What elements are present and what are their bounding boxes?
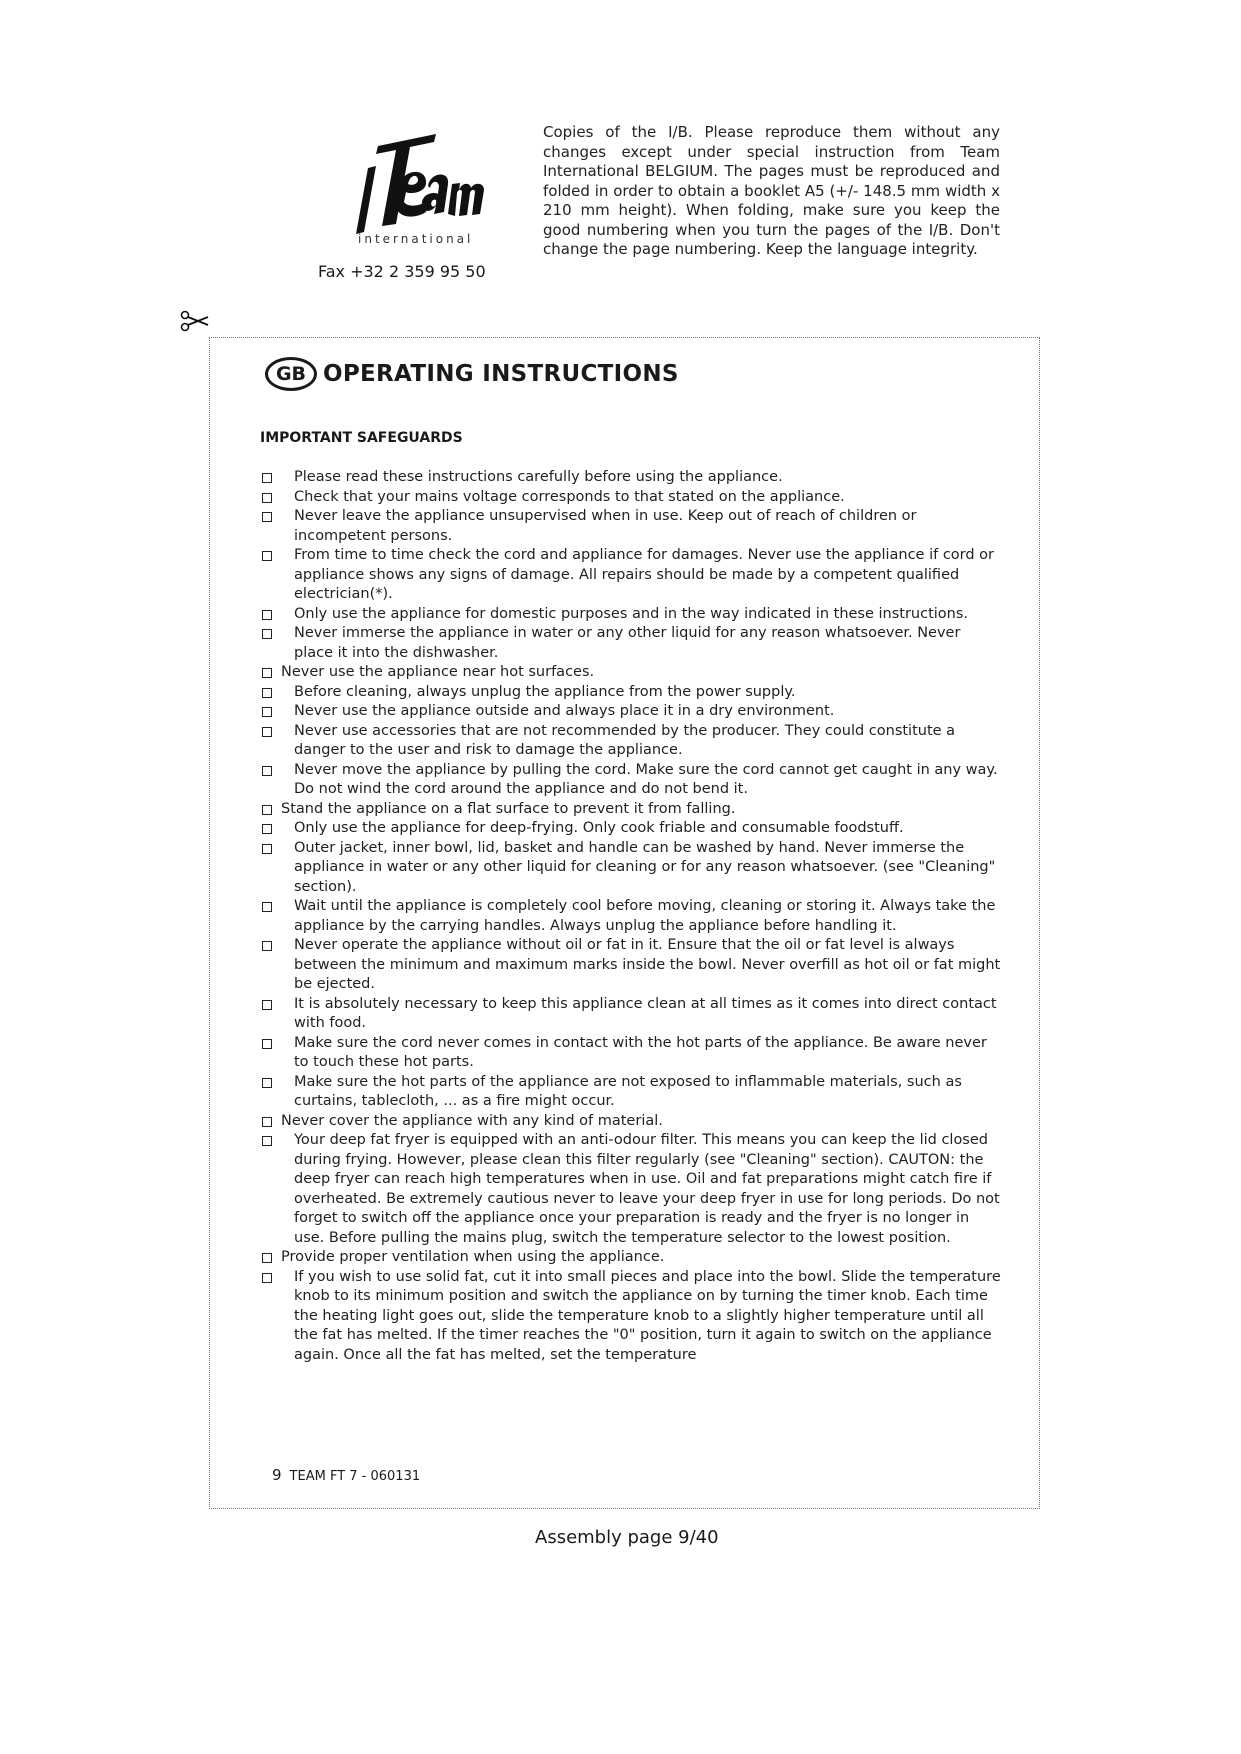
list-item-text: Only use the appliance for deep-frying. Only cook friable and consumable foodstuff. (294, 820, 904, 836)
list-item (262, 897, 1002, 936)
checkbox-icon (262, 707, 272, 717)
checkbox-icon (262, 902, 272, 912)
list-item-text: It is absolutely necessary to keep this appliance clean at all times as it comes into direct contact with food. (294, 995, 997, 1031)
list-item-text: Make sure the cord never comes in contact with the hot parts of the appliance. Be aware never to touch these hot parts. (294, 1034, 987, 1070)
checkbox-icon (262, 844, 272, 854)
list-item (262, 722, 1002, 761)
checkbox-icon (262, 688, 272, 698)
list-item (262, 468, 1002, 488)
copies-instruction-note: Copies of the I/B. Please reproduce them without any changes except under special instruction from Team International BELGIUM. The pages must be reproduced and folded in order to obtain a booklet A5 (+/- 148.5 mm width x 210 mm height). When folding, make sure you keep the good numbering when you turn the pages of the I/B. Don't change the page numbering. Keep the language integrity. (543, 123, 1000, 258)
list-item-text: Never operate the appliance without oil or fat in it. Ensure that the oil or fat level is always between the minimum and maximum marks inside the bowl. Never overfill as hot oil or fat might be ejected. (294, 937, 1001, 992)
list-item-text: Before cleaning, always unplug the appliance from the power supply. (294, 683, 796, 700)
checkbox-icon (262, 1000, 272, 1010)
list-item (262, 624, 1002, 663)
page-number: 9 (272, 1466, 282, 1484)
list-item-text: Never immerse the appliance in water or any other liquid for any reason whatsoever. Never place it into the dishwasher. (294, 625, 961, 661)
list-item-text: Never use accessories that are not recommended by the producer. They could constitute a danger to the user and risk to damage the appliance. (294, 722, 956, 758)
assembly-page-label: Assembly page 9/40 (535, 1527, 719, 1548)
list-item (262, 663, 1002, 683)
page-title: OPERATING INSTRUCTIONS (323, 361, 679, 387)
list-item (262, 819, 1002, 839)
list-item (262, 507, 1002, 546)
list-item (262, 1073, 1002, 1112)
checkbox-icon (262, 805, 272, 815)
checkbox-icon (262, 766, 272, 776)
scissors-icon (180, 310, 210, 332)
list-item-text: Make sure the hot parts of the appliance are not exposed to inflammable materials, such as curtains, tablecloth, ... as a fire might occur. (294, 1073, 962, 1109)
booklet-page-frame (209, 337, 1040, 1509)
list-item (262, 683, 1002, 703)
list-item (262, 1268, 1002, 1366)
checkbox-icon (262, 1078, 272, 1088)
list-item (262, 800, 1002, 820)
document-reference: TEAM FT 7 - 060131 (289, 1469, 421, 1484)
list-item-text: Never cover the appliance with any kind of material. (281, 1112, 663, 1129)
checkbox-icon (262, 1273, 272, 1283)
checkbox-icon (262, 1253, 272, 1263)
team-international-logo (318, 128, 500, 281)
list-item-text: Never move the appliance by pulling the cord. Make sure the cord cannot get caught in any way. Do not wind the cord around the appliance and do not bend it. (294, 761, 998, 797)
checkbox-icon (262, 1039, 272, 1049)
checkbox-icon (262, 1136, 272, 1146)
list-item-text: From time to time check the cord and appliance for damages. Never use the appliance if cord or appliance shows any signs of damage. All repairs should be made by a competent qualified electrician(*). (294, 547, 995, 602)
list-item (262, 1131, 1002, 1248)
list-item-text: Check that your mains voltage corresponds to that stated on the appliance. (294, 488, 845, 505)
list-item-text: Provide proper ventilation when using the appliance. (281, 1249, 665, 1265)
language-badge: GB (265, 357, 317, 391)
list-item-text: Your deep fat fryer is equipped with an anti-odour filter. This means you can keep the lid closed during frying. However, please clean this filter regularly (see "Cleaning" section). CAUTON: the deep fryer can reach high temperatures when in use. Oil and fat preparations might catch fire if overheated. Be extremely cautious never to leave your deep fryer in use for long periods. Do not forget to switch off the appliance once your preparation is ready and the fryer is no longer in use. Before pulling the mains plug, switch the temperature selector to the lowest position. (294, 1132, 1000, 1246)
checkbox-icon (262, 824, 272, 834)
list-item-text: Outer jacket, inner bowl, lid, basket and handle can be washed by hand. Never immerse the appliance in water or any other liquid for cleaning or for any reason whatsoever. (see "Cleaning" section). (294, 839, 996, 895)
list-item-text: Only use the appliance for domestic purposes and in the way indicated in these instructions. (294, 605, 969, 622)
safeguards-list (262, 468, 1002, 1365)
list-item (262, 995, 1002, 1034)
page-footer (272, 1466, 420, 1484)
list-item (262, 1034, 1002, 1073)
list-item (262, 1112, 1002, 1132)
checkbox-icon (262, 473, 272, 483)
list-item-text: Never leave the appliance unsupervised when in use. Keep out of reach of children or incompetent persons. (294, 508, 917, 544)
list-item (262, 936, 1002, 995)
list-item (262, 546, 1002, 605)
checkbox-icon (262, 551, 272, 561)
list-item-text: Please read these instructions carefully before using the appliance. (294, 469, 783, 485)
list-item (262, 839, 1002, 898)
checkbox-icon (262, 512, 272, 522)
logo-tagline: international (358, 232, 474, 246)
fax-number: Fax +32 2 359 95 50 (318, 262, 486, 281)
checkbox-icon (262, 727, 272, 737)
list-item (262, 1248, 1002, 1268)
list-item (262, 761, 1002, 800)
list-item-text: Wait until the appliance is completely cool before moving, cleaning or storing it. Always take the appliance by the carrying handles. Always unplug the appliance before handling it. (294, 898, 996, 934)
list-item-text: Stand the appliance on a flat surface to prevent it from falling. (281, 800, 736, 817)
checkbox-icon (262, 629, 272, 639)
page-heading (265, 357, 679, 391)
checkbox-icon (262, 1117, 272, 1127)
checkbox-icon (262, 493, 272, 503)
checkbox-icon (262, 668, 272, 678)
checkbox-icon (262, 610, 272, 620)
section-title: IMPORTANT SAFEGUARDS (260, 430, 463, 446)
list-item-text: Never use the appliance outside and always place it in a dry environment. (294, 703, 835, 719)
list-item (262, 702, 1002, 722)
list-item-text: If you wish to use solid fat, cut it into small pieces and place into the bowl. Slide the temperature knob to its minimum position and switch the appliance on by turning the timer knob. Each time the heating light goes out, slide the temperature knob to a slightly higher temperature until all the fat has melted. If the timer reaches the "0" position, turn it again to switch on the appliance again. Once all the fat has melted, set the temperature (294, 1268, 1001, 1363)
list-item (262, 605, 1002, 625)
list-item (262, 488, 1002, 508)
checkbox-icon (262, 941, 272, 951)
list-item-text: Never use the appliance near hot surfaces. (281, 664, 595, 680)
